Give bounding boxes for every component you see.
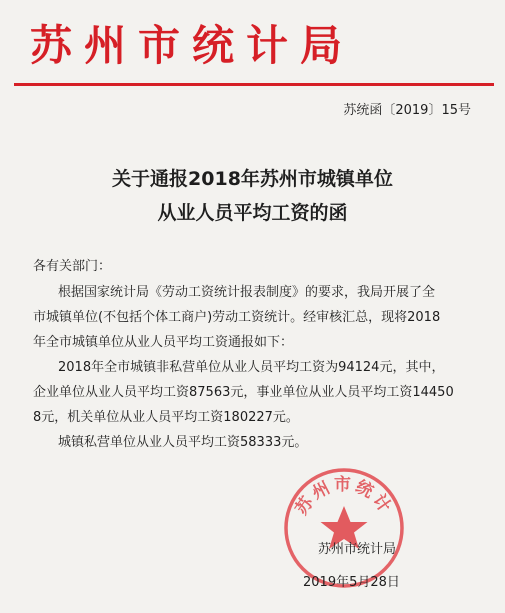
document-title-line-2: 从业人员平均工资的函	[157, 202, 348, 224]
document-number: 苏统函〔2019〕15号	[343, 103, 471, 118]
salutation: 各有关部门：	[33, 259, 112, 274]
official-seal-stamp	[282, 466, 406, 590]
issuer-header-title: 苏州市统计局	[30, 21, 355, 70]
paragraph-line: 市城镇单位(不包括个体工商户)劳动工资统计。经审核汇总，现将2018	[33, 310, 441, 325]
issue-date: 2019年5月28日	[303, 575, 400, 590]
paragraph-line: 企业单位从业人员平均工资87563元，事业单位从业人员平均工资14450	[33, 385, 454, 400]
paragraph-line: 年全市城镇单位从业人员平均工资通报如下：	[33, 335, 294, 350]
paragraph-line: 根据国家统计局《劳动工资统计报表制度》的要求，我局开展了全	[58, 285, 436, 300]
issuer-signature: 苏州市统计局	[318, 542, 397, 557]
paragraph-line: 城镇私营单位从业人员平均工资58333元。	[58, 435, 308, 450]
document-title-line-1: 关于通报2018年苏州市城镇单位	[112, 168, 393, 190]
seal-text: 苏州市统计	[291, 475, 397, 519]
paragraph-line: 2018年全市城镇非私营单位从业人员平均工资为94124元，其中，	[58, 360, 445, 375]
paragraph-line: 8元，机关单位从业人员平均工资180227元。	[33, 410, 299, 425]
header-divider	[14, 83, 494, 86]
